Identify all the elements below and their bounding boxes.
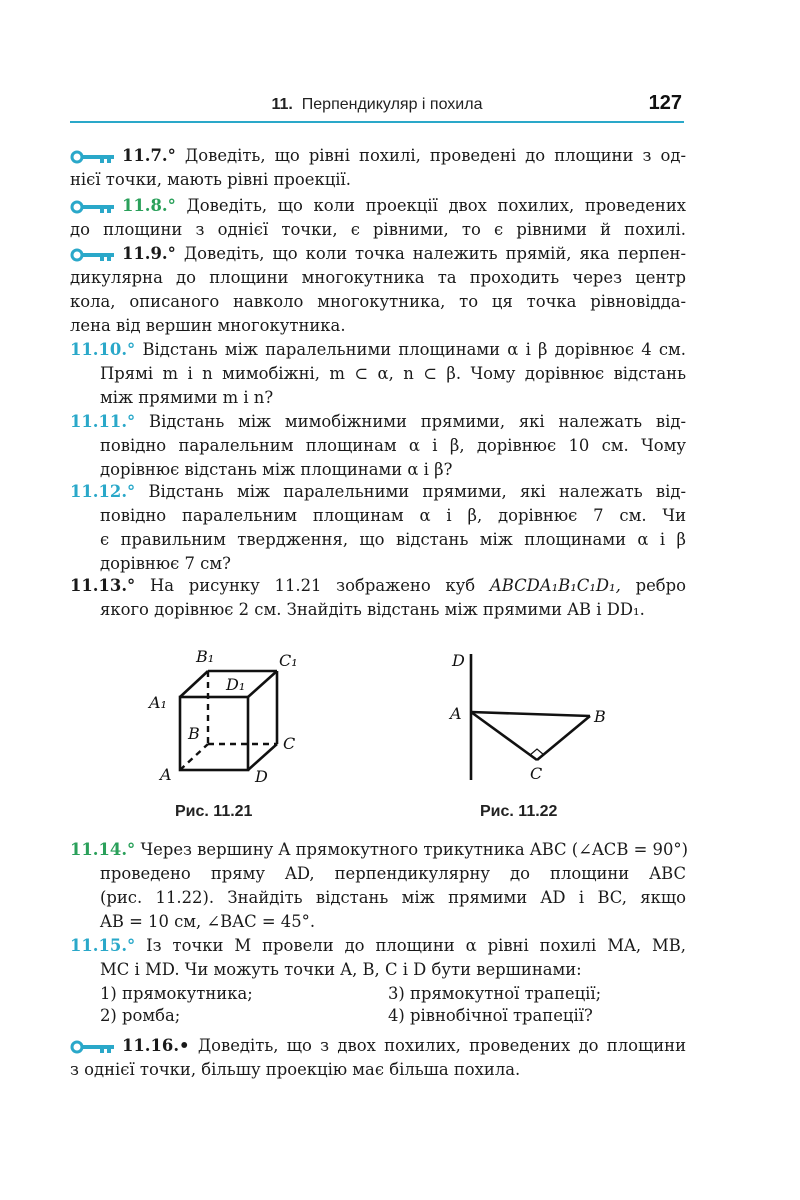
problem-11-8 [70,194,686,242]
option-4: 4) рівнобічної трапеції? [388,1006,593,1025]
problem-text: Відстань між мимобіжними прямими, які належать від- [149,412,686,431]
problem-number: 11.11.° [70,412,136,431]
section-title: Перпендикуляр і похила [301,96,483,113]
problem-text: Із точки M провели до площини α рівні похилі MA, MB, [146,936,686,955]
problem-text: Доведіть, що рівні похилі, проведені до площини з од- [184,146,686,165]
right-angle-mark [530,749,544,755]
problem-text: Через вершину A прямокутного трикутника ABC (∠ACB = 90°) [140,840,688,859]
figure-caption-11-22: Рис. 11.22 [480,803,558,820]
problem-11-7 [70,144,686,192]
problem-11-14 [70,838,686,934]
problem-text: нієї точки, мають рівні проекції. [70,170,351,189]
key-icon [70,1040,116,1054]
label-d: D [255,767,268,786]
problem-text: якого дорівнює 2 см. Знайдіть відстань між прямими AB і DD₁. [100,600,645,619]
problem-number: 11.7.° [122,146,176,165]
problem-text: дорівнює 7 см? [100,554,231,573]
problem-11-16 [70,1034,686,1082]
figure-cube [140,640,320,790]
section-number: 11. [271,96,293,113]
option-1: 1) прямокутника; [100,984,253,1003]
cube-edge [180,671,208,697]
problem-text: кола, описаного навколо многокутника, то ця точка рівновідда- [70,292,686,311]
problem-11-15 [70,934,686,982]
problem-text: повідно паралельним площинам α і β, дорівнює 10 см. Чому [100,436,686,455]
problem-text: На рисунку 11.21 зображено куб [149,576,476,595]
segment-ab [471,712,590,716]
cube-edge [248,671,277,697]
cube-hidden-edge [180,744,208,770]
label-c: C [283,734,296,753]
problem-text: лена від вершин многокутника. [70,316,346,335]
problem-number: 11.12.° [70,482,136,501]
problem-11-10 [70,338,686,410]
problem-text: повідно паралельним площинам α і β, дорівнює 7 см. Чи [100,506,686,525]
problem-number: 11.10.° [70,340,136,359]
problem-11-11 [70,410,686,482]
label-b1: B₁ [196,647,215,666]
problem-text: дикулярна до площини многокутника та проходить через центр [70,268,686,287]
problem-number: 11.14.° [70,840,136,859]
problem-number: 11.15.° [70,936,136,955]
problem-text: ребро [635,576,686,595]
option-2: 2) ромба; [100,1006,181,1025]
label-c1: C₁ [279,651,298,670]
problem-text: Відстань між паралельними площинами α і β дорівнює 4 см. [142,340,686,359]
problem-text: між прямими m і n? [100,388,274,407]
problem-number: 11.9.° [122,244,176,263]
problem-text: з однієї точки, більшу проекцію має більша похила. [70,1060,521,1079]
problem-text: Прямі m і n мимобіжні, m ⊂ α, n ⊂ β. Чому дорівнює відстань [100,364,686,383]
header-divider [70,121,684,123]
problem-text: проведено пряму AD, перпендикулярну до площини ABC [100,864,686,883]
key-icon [70,150,116,164]
page-header [70,92,684,122]
problem-text: MC і MD. Чи можуть точки A, B, C і D бути вершинами: [100,960,582,979]
label-c: C [530,764,543,783]
problem-number: 11.13.° [70,576,136,595]
key-icon [70,200,116,214]
problem-text: Доведіть, що з двох похилих, проведених до площини [197,1036,686,1055]
cube-name: ABCDA₁B₁C₁D₁, [489,576,621,595]
problem-number: 11.16.• [122,1036,190,1055]
running-title [70,96,684,114]
key-icon [70,248,116,262]
figure-caption-11-21: Рис. 11.21 [175,803,253,820]
label-d: D [452,651,465,670]
problem-text: Доведіть, що коли проекції двох похилих, проведених [186,196,686,215]
label-d1: D₁ [226,675,246,694]
label-b: B [188,724,200,743]
problem-text: Доведіть, що коли точка належить прямій, яка перпен- [183,244,686,263]
label-b: B [594,707,606,726]
problem-text: до площини з однієї точки, є рівними, то є рівними й похилі. [70,220,686,239]
problem-text: Відстань між паралельними прямими, які належать від- [148,482,686,501]
option-3: 3) прямокутної трапеції; [388,984,602,1003]
problem-text: (рис. 11.22). Знайдіть відстань між прямими AD і BC, якщо [100,888,686,907]
problem-11-12 [70,480,686,576]
label-a: A [450,704,462,723]
segment-cb [537,716,590,760]
problem-text: є правильним твердження, що відстань між площинами α і β [100,530,686,549]
segment-ac [471,712,537,760]
page-number: 127 [648,92,682,114]
figure-triangle [440,640,620,790]
problem-text: дорівнює відстань між площинами α і β? [100,460,453,479]
problem-11-13 [70,574,686,622]
label-a: A [160,765,172,784]
problem-number: 11.8.° [122,196,176,215]
problem-text: AB = 10 см, ∠BAC = 45°. [100,912,316,931]
label-a1: A₁ [149,693,167,712]
problem-11-9 [70,242,686,338]
